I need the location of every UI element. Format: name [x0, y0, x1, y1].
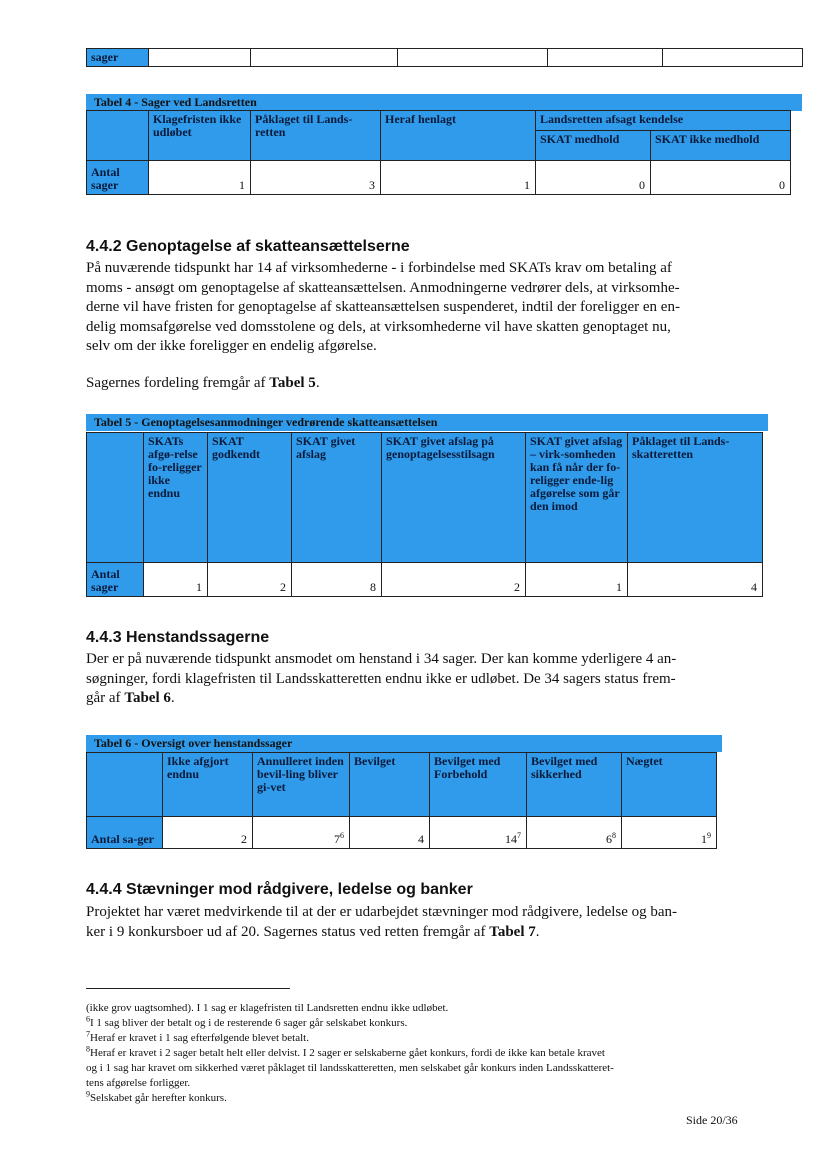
section-heading-442: 4.4.2 Genoptagelse af skatteansættelserne [86, 238, 410, 255]
body-line: Projektet har været medvirkende til at der er udarbejdet stævninger mod rådgivere, ledelse og ban- [86, 904, 678, 920]
partial-table-top [86, 48, 803, 67]
table6-header: Bevilget med sikkerhed [527, 753, 622, 817]
table5-header: SKATs afgø-relse fo-religger ikke endnu [144, 433, 208, 563]
table5-header: SKAT givet afslag [292, 433, 382, 563]
table4-row-label: Antal sager [87, 161, 149, 195]
table5-header: SKAT givet afslag – virk-somheden kan få når der fo-religger ende-lig afgørelse som går den imod [526, 433, 628, 563]
section-heading-443: 4.4.3 Henstandssagerne [86, 629, 270, 646]
table4-cell: 1 [381, 161, 536, 195]
footnote-separator [86, 988, 290, 989]
body-line: moms - ansøgt om genoptagelse af skatteansættelsen. Anmodningerne vedrører dels, at virksomhe- [86, 279, 680, 296]
table4-cell: 0 [651, 161, 791, 195]
table6-cell: $14^7$ [430, 817, 527, 849]
table6-header: Nægtet [622, 753, 717, 817]
table4-header-kendelse: Landsretten afsagt kendelse [536, 111, 791, 131]
table5-caption: Tabel 5 - Genoptagelsesanmodninger vedrørende skatteansættelsen [86, 414, 768, 431]
table5-cell: 8 [292, 563, 382, 597]
section-heading-444: 4.4.4 Stævninger mod rådgivere, ledelse og banker [86, 881, 473, 898]
section-443-body [86, 650, 746, 709]
table5-cell: 1 [526, 563, 628, 597]
table4-header-skat-ikke-medhold: SKAT ikke medhold [651, 131, 791, 161]
table5-cell: 2 [382, 563, 526, 597]
table4 [86, 110, 791, 195]
table4-header-skat-medhold: SKAT medhold [536, 131, 651, 161]
table6 [86, 752, 717, 849]
footnote-8: $^8$Heraf er kravet i 2 sager betalt helt eller delvist. I 2 sager er selskaberne gået konkurs, fordi de ikke kan betale kravet [86, 1044, 605, 1059]
section-442-body [86, 259, 746, 357]
table4-cell: 0 [536, 161, 651, 195]
table5 [86, 432, 763, 597]
body-line: derne vil have fristen for genoptagelse af skatteansættelsen suspenderet, indtil der foreligger en en- [86, 299, 680, 315]
table4-cell: 1 [149, 161, 251, 195]
footnotes [86, 1001, 756, 1106]
page-number: Side 20/36 [686, 1113, 738, 1127]
footnote-6: $^6$I 1 sag bliver der betalt og i de resterende 6 sager går selskabet konkurs. [86, 1014, 408, 1029]
table6-cell: 2 [163, 817, 253, 849]
table5-header: SKAT givet afslag på genoptagelsesstilsagn [382, 433, 526, 563]
table4-header-paaklaget: Påklaget til Lands-retten [251, 111, 381, 161]
table5-cell: 1 [144, 563, 208, 597]
body-line: går af Tabel 6. [86, 690, 175, 706]
table6-header: Bevilget [350, 753, 430, 817]
table6-header: Ikke afgjort endnu [163, 753, 253, 817]
body-line: På nuværende tidspunkt har 14 af virksomhederne - i forbindelse med SKATs krav om betaling af [86, 260, 672, 276]
table6-row-label: Antal sa-ger [87, 817, 163, 849]
table5-reference: Sagernes fordeling fremgår af Tabel 5. [86, 375, 320, 391]
footnote-8-line3: tens afgørelse forligger. [86, 1077, 191, 1089]
body-line: ker i 9 konkursboer ud af 20. Sagernes status ved retten fremgår af Tabel 7. [86, 923, 540, 940]
table6-cell: $7^6$ [253, 817, 350, 849]
table6-cell: 4 [350, 817, 430, 849]
footnote-continuation: (ikke grov uagtsomhed). I 1 sag er klagefristen til Landsretten endnu ikke udløbet. [86, 1002, 449, 1014]
body-line: delig momsafgørelse ved domsstolene og dels, at virksomhederne vil have skatten genoptaget nu, [86, 318, 671, 335]
table5-header: Påklaget til Lands-skatteretten [628, 433, 763, 563]
table6-cell: $6^8$ [527, 817, 622, 849]
footnote-7: $^7$Heraf er kravet i 1 sag efterfølgende blevet betalt. [86, 1029, 309, 1044]
table6-header: Annulleret inden bevil-ling bliver gi-vet [253, 753, 350, 817]
table4-caption: Tabel 4 - Sager ved Landsretten [86, 94, 802, 111]
table4-header-henlagt: Heraf henlagt [381, 111, 536, 161]
table6-header: Bevilget med Forbehold [430, 753, 527, 817]
table5-row-label: Antal sager [87, 563, 144, 597]
section-444-body [86, 903, 746, 942]
table4-cell: 3 [251, 161, 381, 195]
body-line: selv om der ikke foreligger en endelig afgørelse. [86, 338, 377, 354]
body-line: Der er på nuværende tidspunkt ansmodet om henstand i 34 sager. Der kan komme yderligere 4 an- [86, 651, 677, 667]
table5-header: SKAT godkendt [208, 433, 292, 563]
table5-cell: 2 [208, 563, 292, 597]
footnote-9: $^9$Selskabet går herefter konkurs. [86, 1089, 227, 1104]
table5-cell: 4 [628, 563, 763, 597]
footnote-8-line2: og i 1 sag har kravet om sikkerhed været påklaget til landsskatteretten, men selskabet går konkurs inden Landsskatteret- [86, 1062, 614, 1074]
body-line: søgninger, fordi klagefristen til Landsskatteretten endnu ikke er udløbet. De 34 sagers status frem- [86, 670, 676, 687]
table6-cell: $1^9$ [622, 817, 717, 849]
table4-header-klagefristen: Klagefristen ikke udløbet [149, 111, 251, 161]
partial-row-label: sager [87, 49, 149, 67]
table6-caption: Tabel 6 - Oversigt over henstandssager [86, 735, 722, 752]
